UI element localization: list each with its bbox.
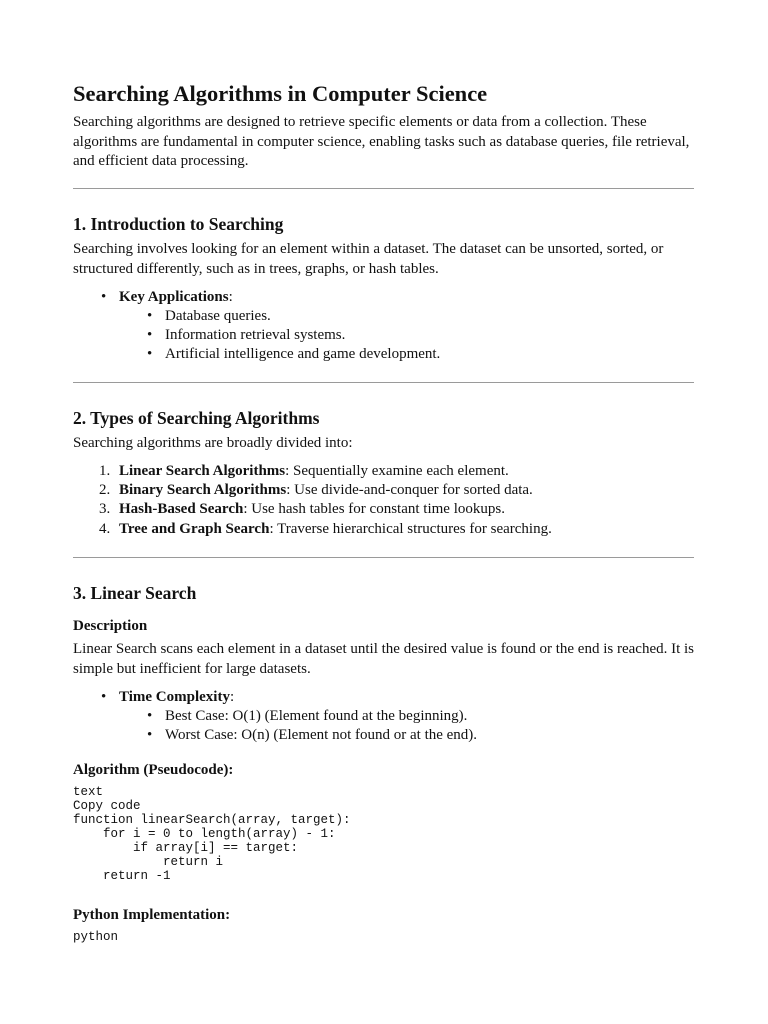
- python-code-label: python: [73, 930, 119, 944]
- list-item: • Database queries.: [165, 307, 440, 326]
- list-item: 4. Tree and Graph Search: Traverse hierarchical structures for searching.: [99, 520, 552, 537]
- description-heading: Description: [73, 618, 148, 634]
- divider: [73, 382, 694, 383]
- list-item: • Time Complexity:: [119, 688, 234, 707]
- section-2-heading: 2. Types of Searching Algorithms: [73, 408, 320, 428]
- list-item: • Worst Case: O(n) (Element not found or at the end).: [165, 726, 477, 745]
- list-item: • Best Case: O(1) (Element found at the beginning).: [165, 707, 477, 726]
- section-1-paragraph: Searching involves looking for an element within a dataset. The dataset can be unsorted, sorted, or structured differently, such as in trees, graphs, or hash tables.: [73, 241, 664, 277]
- divider: [73, 188, 694, 189]
- pseudocode-heading: Algorithm (Pseudocode):: [73, 762, 234, 778]
- python-heading: Python Implementation:: [73, 907, 231, 923]
- list-item: • Artificial intelligence and game development.: [165, 345, 440, 364]
- page-title: Searching Algorithms in Computer Science: [73, 81, 488, 106]
- section-3-heading: 3. Linear Search: [73, 583, 197, 603]
- list-item: • Information retrieval systems.: [165, 326, 440, 345]
- section-1-heading: 1. Introduction to Searching: [73, 214, 284, 234]
- complexity-sublist: [165, 707, 477, 745]
- list-item: 3. Hash-Based Search: Use hash tables for constant time lookups.: [99, 501, 505, 518]
- list-item: 1. Linear Search Algorithms: Sequentially examine each element.: [99, 463, 509, 479]
- intro-paragraph: Searching algorithms are designed to retrieve specific elements or data from a collection. These algorithms are fundamental in computer science, enabling tasks such as database queries, file retrieval, and efficient data processing.: [73, 114, 690, 169]
- divider: [73, 557, 694, 558]
- key-applications-list: [119, 288, 233, 307]
- time-complexity-list: [119, 688, 234, 707]
- key-applications-label: Key Applications: [119, 289, 229, 305]
- list-item: 2. Binary Search Algorithms: Use divide-and-conquer for sorted data.: [99, 482, 533, 499]
- section-3-paragraph: Linear Search scans each element in a dataset until the desired value is found or the end is reached. It is simple but inefficient for large datasets.: [73, 641, 695, 677]
- algorithm-types-list: [99, 462, 552, 539]
- applications-sublist: [165, 307, 440, 365]
- time-complexity-label: Time Complexity: [119, 689, 230, 705]
- list-item: • Key Applications:: [119, 288, 233, 307]
- pseudocode-block: text Copy code function linearSearch(array, target): for i = 0 to length(array) - 1: if array[i] == target: return i return -1: [73, 785, 351, 883]
- section-2-paragraph: Searching algorithms are broadly divided into:: [73, 435, 353, 451]
